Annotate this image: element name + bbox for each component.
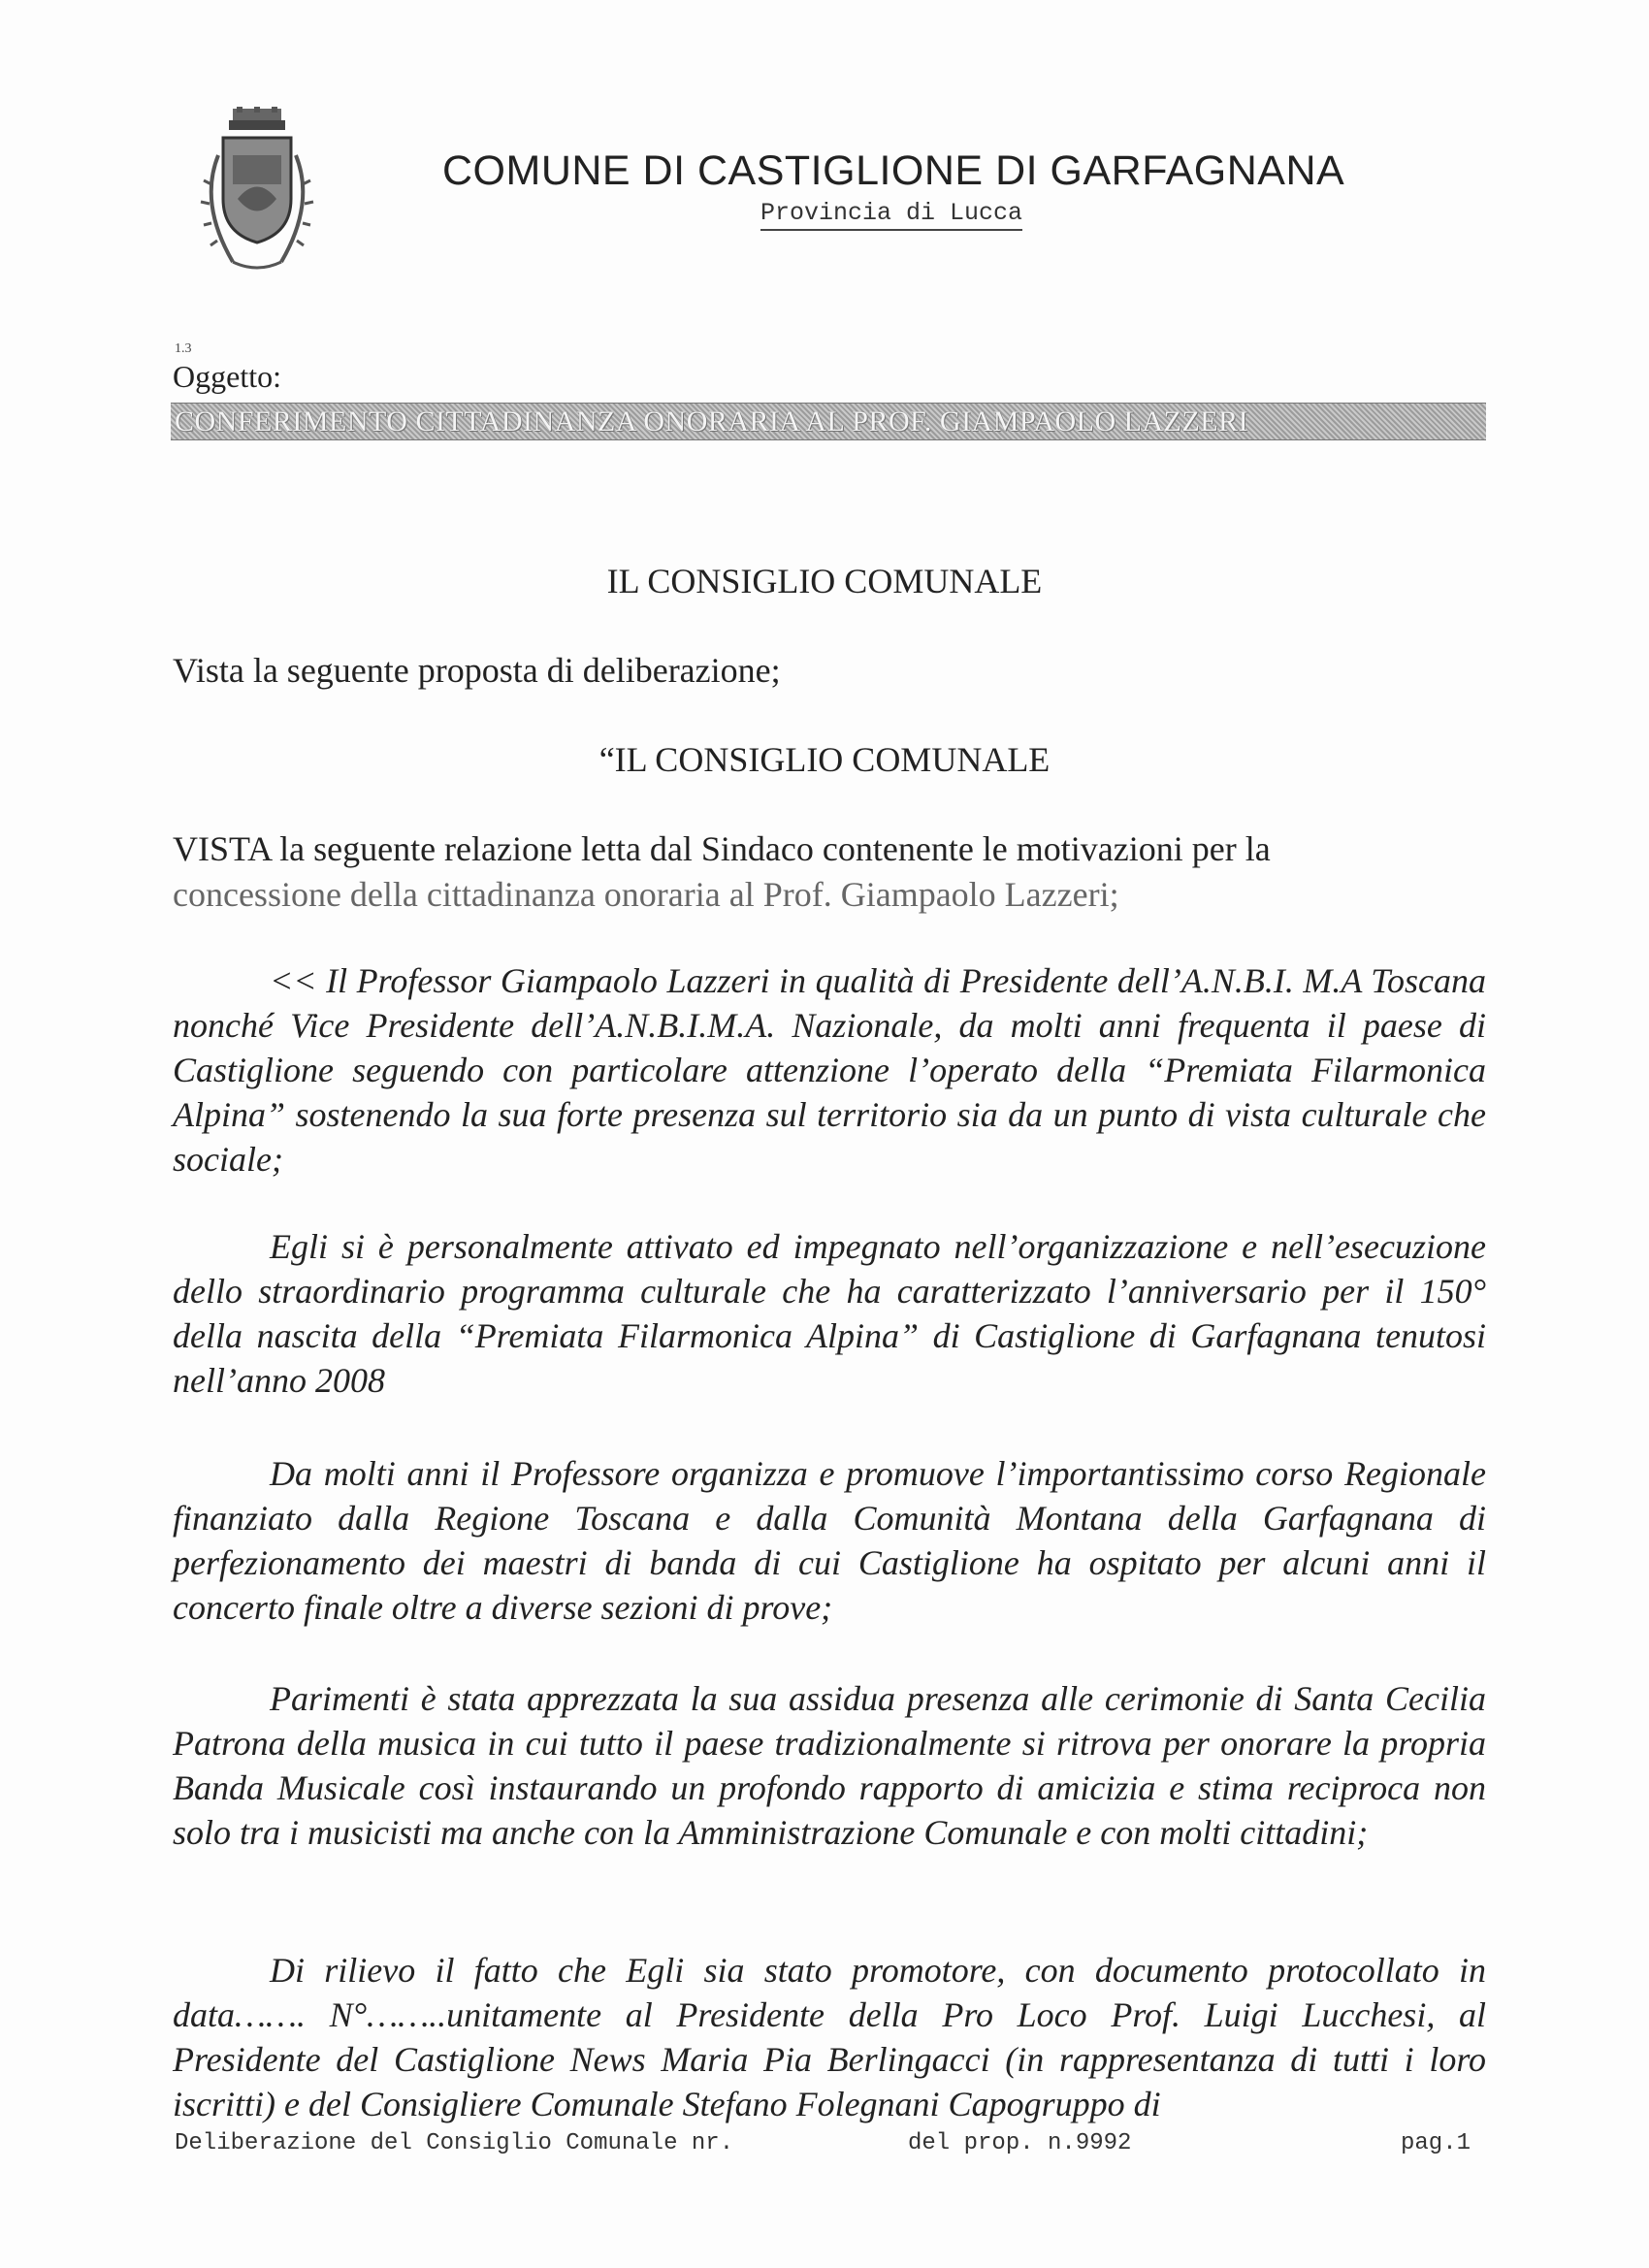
subject-bar — [171, 403, 1486, 440]
page-title: COMUNE DI CASTIGLIONE DI GARFAGNANA — [442, 147, 1345, 194]
paragraph-2: Egli si è personalmente attivato ed impegnato nell’organizzazione e nell’esecuzione dello straordinario programma culturale che ha caratterizzato l’anniversario per il 150° della nascita della “Premiata Filarmonica Alpina” di Castiglione di Garfagnana tenutosi nell’anno 2008 — [173, 1227, 1486, 1400]
paragraph-1: << Il Professor Giampaolo Lazzeri in qualità di Presidente dell’A.N.B.I. M.A Toscana nonché Vice Presidente dell’A.N.B.I.M.A. Nazionale, da molti anni frequenta il paese di Castiglione seguendo con particolare attenzione l’operato della “Premiata Filarmonica Alpina” sostenendo la sua forte presenza sul territorio sia da un punto di vista culturale che sociale; — [173, 961, 1486, 1179]
reference-code: 1.3 — [175, 341, 192, 356]
proposal-heading: “IL CONSIGLIO COMUNALE — [598, 740, 1051, 779]
municipal-crest-icon — [194, 107, 320, 281]
vista-line-1: VISTA la seguente relazione letta dal Sindaco contenente le motivazioni per la — [173, 829, 1271, 868]
subject-text: CONFERIMENTO CITTADINANZA ONORARIA AL PROF. GIAMPAOLO LAZZERI — [175, 405, 1249, 437]
footer-page-number: pag.1 — [1401, 2130, 1471, 2156]
vista-line-2: concessione della cittadinanza onoraria al Prof. Giampaolo Lazzeri; — [173, 875, 1119, 914]
footer-deliberation: Deliberazione del Consiglio Comunale nr. — [175, 2130, 734, 2156]
page-subtitle: Provincia di Lucca — [760, 199, 1022, 231]
council-heading: IL CONSIGLIO COMUNALE — [606, 562, 1043, 600]
footer-proposal: del prop. n.9992 — [908, 2130, 1132, 2156]
intro-line: Vista la seguente proposta di deliberazione; — [173, 651, 781, 690]
paragraph-4: Parimenti è stata apprezzata la sua assidua presenza alle cerimonie di Santa Cecilia Patrona della musica in cui tutto il paese tradizionalmente si ritrova per onorare la propria Banda Musicale così instaurando un profondo rapporto di amicizia e stima reciproca non solo tra i musicisti ma anche con la Amministrazione Comunale e con molti cittadini; — [173, 1679, 1486, 1852]
paragraph-3: Da molti anni il Professore organizza e promuove l’importantissimo corso Regionale finanziato dalla Regione Toscana e dalla Comunità Montana della Garfagnana di perfezionamento dei maestri di banda di cui Castiglione ha ospitato per alcuni anni il concerto finale oltre a diverse sezioni di prove; — [173, 1454, 1486, 1627]
subject-label: Oggetto: — [173, 359, 281, 394]
paragraph-5: Di rilievo il fatto che Egli sia stato promotore, con documento protocollato in data……. N°……..unitamente al Presidente della Pro Loco Prof. Luigi Lucchesi, al Presidente del Castiglione News Maria Pia Berlingacci (in rappresentanza di tutti i loro iscritti) e del Consigliere Comunale Stefano Folegnani Capogruppo di — [173, 1951, 1486, 2123]
